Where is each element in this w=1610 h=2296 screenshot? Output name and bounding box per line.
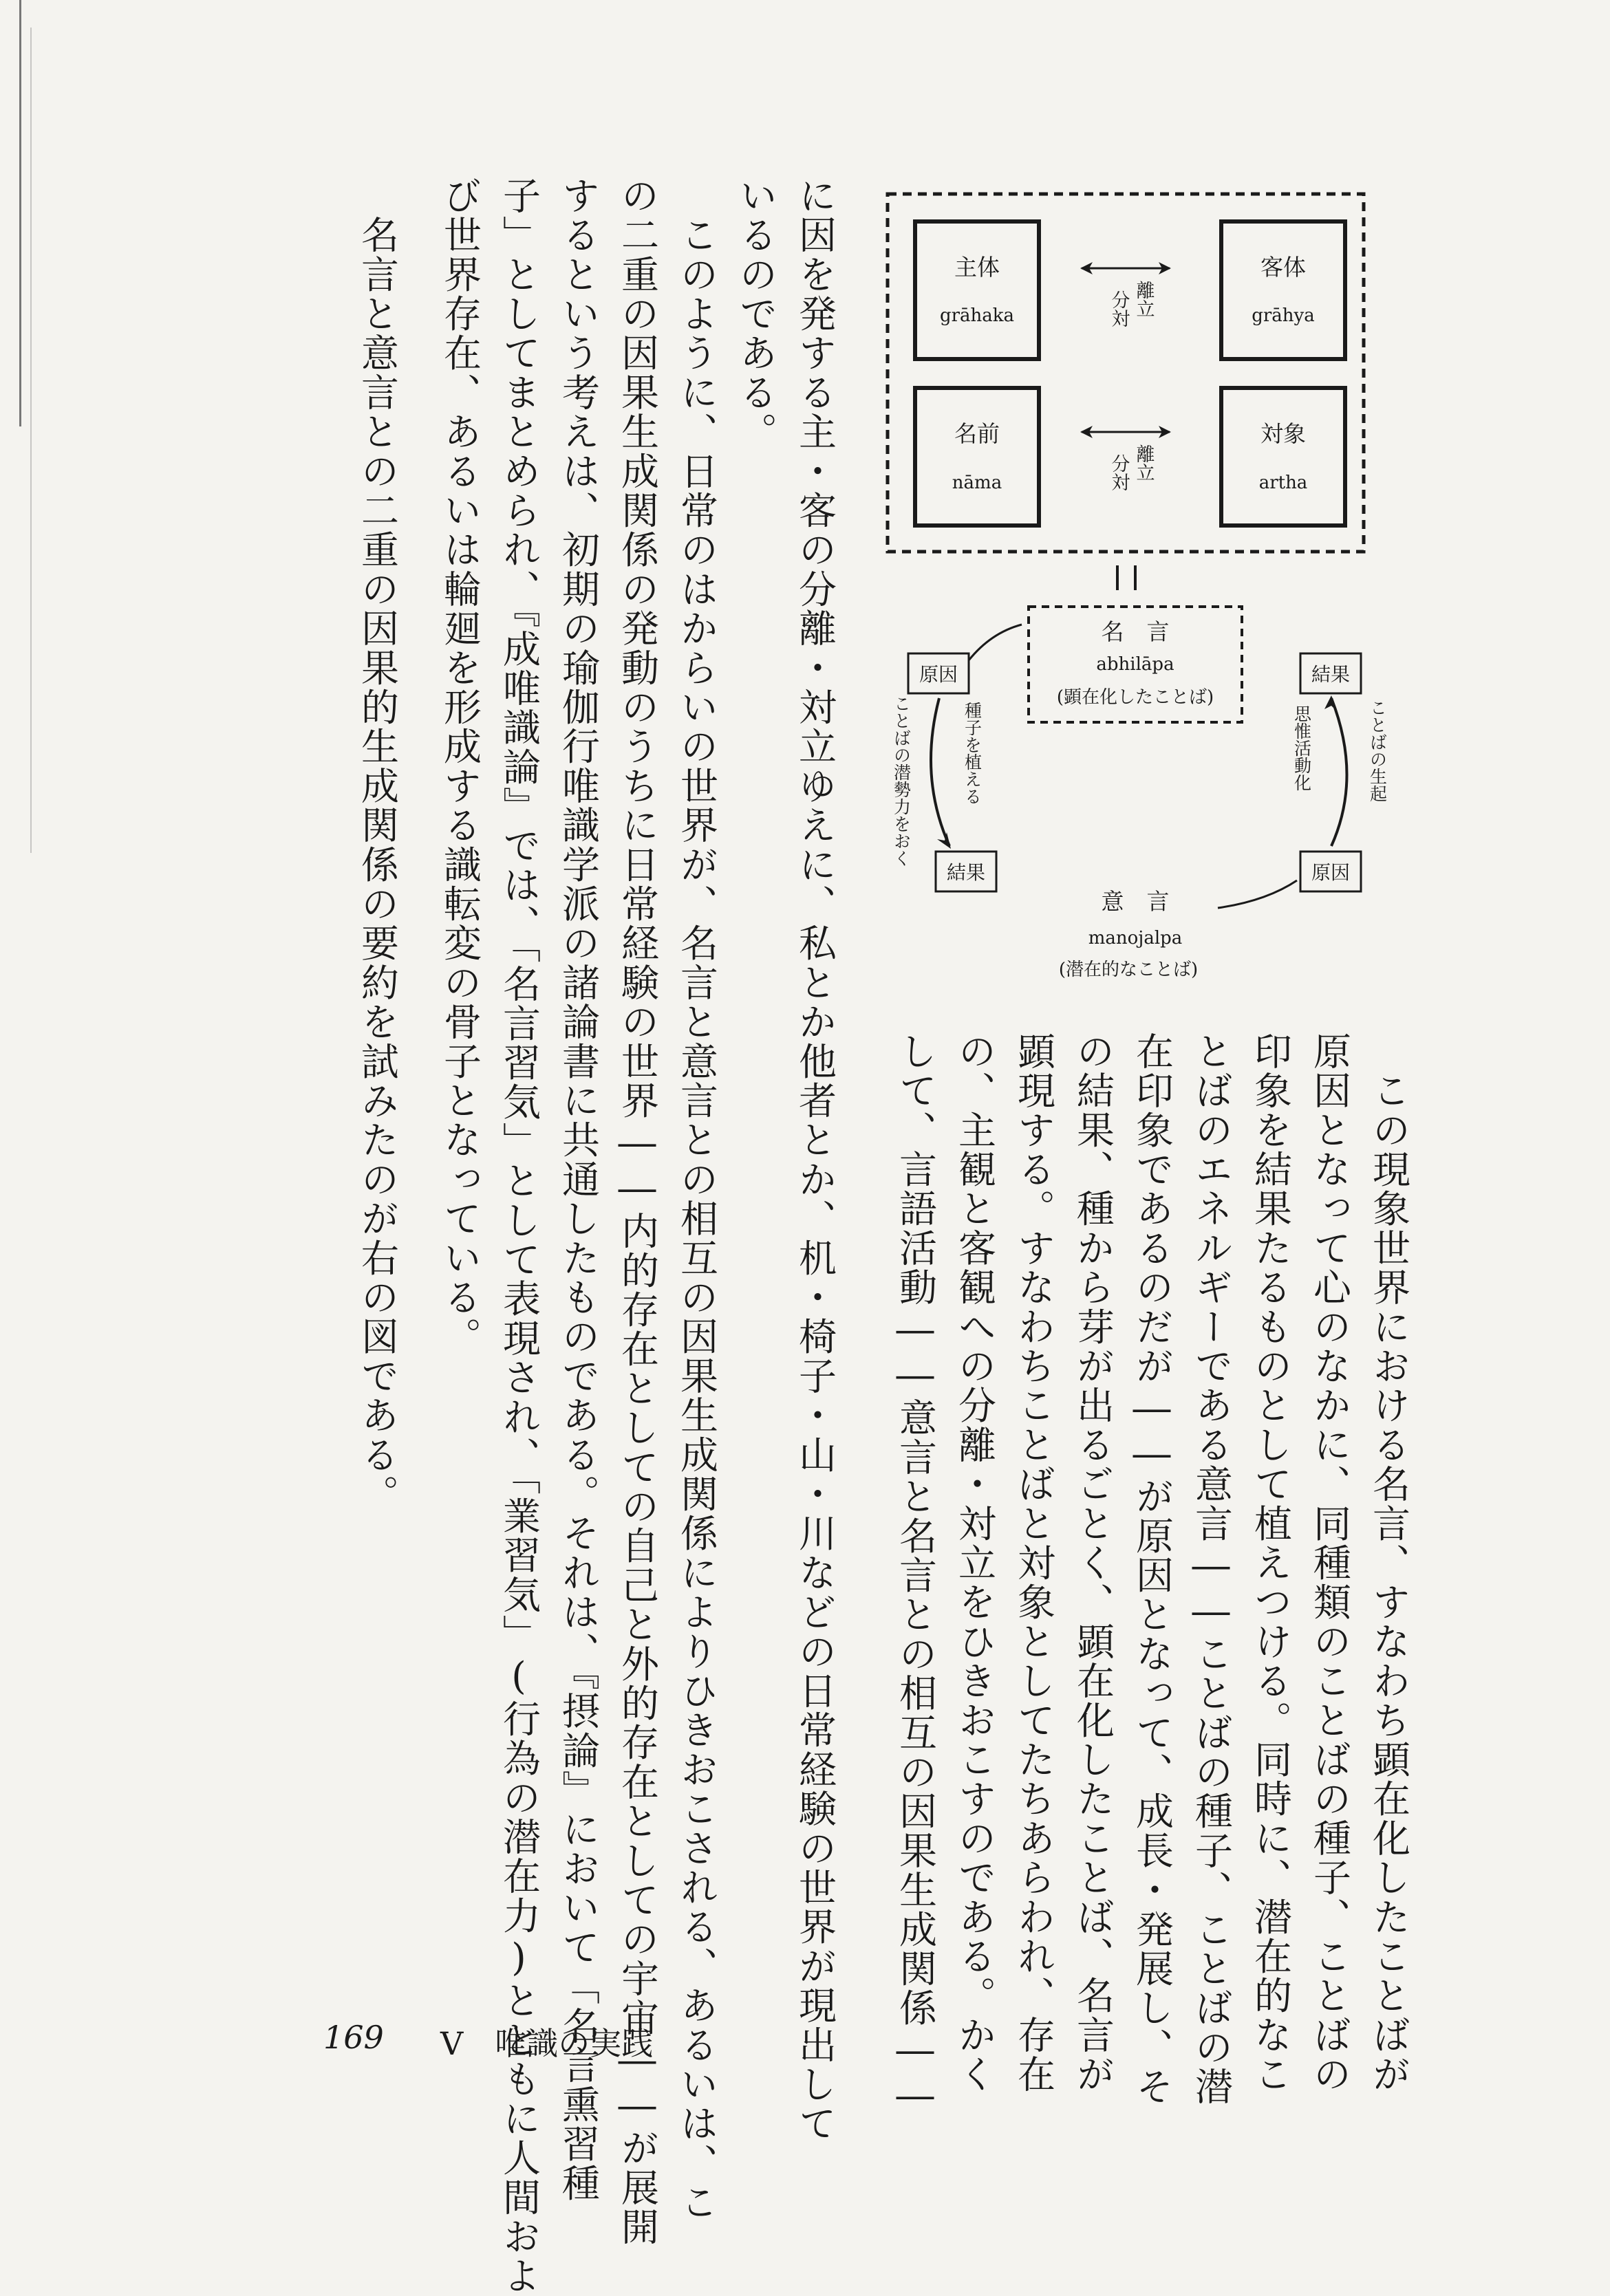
right-arrowhead xyxy=(1324,695,1337,711)
name-label: 名前 xyxy=(954,420,1000,447)
igon-label: 意 言 xyxy=(1101,888,1170,915)
causal-diagram xyxy=(881,186,1404,1004)
subject-box xyxy=(915,221,1039,359)
cause-to-meigon-curve xyxy=(969,625,1022,660)
text-column-15: 子」としてまとめられ、『成唯識論』では、「名言習気」として表現され、「業習気」(行為の潜在力)とともに人間およ xyxy=(497,176,541,2296)
igon-roman: manojalpa xyxy=(1088,928,1183,949)
text-column-13: の二重の因果生成関係の発動のうちに日常経験の世界――内的存在としての自己と外的存在としての宇宙――が展開 xyxy=(615,176,659,2247)
left-downward-arrow xyxy=(931,698,949,846)
object-roman: grāhya xyxy=(1252,305,1315,326)
right-arrow-note-1: 思惟活動化 xyxy=(1291,705,1312,791)
text-column-12: このように、日常のはからいの世界が、名言と意言との相互の因果生成関係によりひきおこされる、あるいは、こ xyxy=(674,176,718,2222)
text-column-3: 印象を結果たるものとして植えつける。同時に、潜在的なこ xyxy=(1248,1032,1292,2094)
text-column-10: に因を発する主・客の分離・対立ゆえに、私とか他者とか、机・椅子・山・川などの日常経験の世界が現出して xyxy=(793,176,837,2143)
name-box xyxy=(915,388,1039,526)
result-right-label: 結果 xyxy=(1311,663,1351,686)
text-column-2: 原因となって心のなかに、同種類のことばの種子、ことばの xyxy=(1307,1032,1351,2094)
cause-left-label: 原因 xyxy=(919,663,958,686)
text-column-4: とばのエネルギーである意言――ことばの種子、ことばの潜 xyxy=(1189,1032,1233,2107)
text-column-5: 在印象であるのだが――が原因となって、成長・発展し、そ xyxy=(1130,1032,1174,2107)
subject-roman: grāhaka xyxy=(939,305,1015,326)
object-box xyxy=(1221,221,1345,359)
thing-box xyxy=(1221,388,1345,526)
result-left-label: 結果 xyxy=(946,861,986,884)
text-column-14: するという考えは、初期の瑜伽行唯識学派の諸論書に共通したものである。それは、『摂論』において「名言熏習種 xyxy=(556,176,600,2203)
subject-label: 主体 xyxy=(954,254,1000,281)
text-column-8: の、主観と客観への分離・対立をひきおこすのである。かく xyxy=(952,1032,996,2094)
right-upward-arrow xyxy=(1331,698,1347,846)
text-column-17: 名言と意言との二重の因果的生成関係の要約を試みたのが右の図である。 xyxy=(355,176,399,1514)
text-column-1: この現象世界における名言、すなわち顕在化したことばが xyxy=(1366,1032,1410,2094)
page-number: 169 xyxy=(323,2019,384,2056)
meigon-gloss: (顕在化したことば) xyxy=(1056,687,1214,708)
igon-gloss: (潜在的なことば) xyxy=(1058,960,1199,980)
rel-bottom-2: 分対 xyxy=(1108,454,1130,491)
thing-roman: artha xyxy=(1258,473,1308,493)
rel-top-1: 離立 xyxy=(1133,281,1155,318)
cause-right-label: 原因 xyxy=(1311,861,1351,884)
text-column-7: 顕現する。すなわちことばと対象としてたちあらわれ、存在 xyxy=(1011,1032,1055,2094)
meigon-roman: abhilāpa xyxy=(1096,654,1174,675)
outer-dashed-frame xyxy=(888,194,1364,552)
binding-edge-line xyxy=(19,0,21,426)
text-column-11: いるのである。 xyxy=(733,176,777,452)
name-roman: nāma xyxy=(952,473,1002,493)
text-column-9: して、言語活動――意言と名言との相互の因果生成関係―― xyxy=(893,1032,937,2119)
igon-to-cause-curve xyxy=(1218,880,1297,908)
binding-shadow-line xyxy=(30,28,32,853)
rel-bottom-1: 離立 xyxy=(1133,444,1155,481)
right-arrow-note-2: ことばの生起 xyxy=(1367,699,1388,802)
text-column-16: び世界存在、あるいは輪廻を形成する識転変の骨子となっている。 xyxy=(438,176,482,1356)
meigon-label: 名 言 xyxy=(1101,618,1170,645)
rel-top-2: 分対 xyxy=(1108,290,1130,327)
left-arrow-note-2: ことばの潜勢力をおく xyxy=(891,695,912,867)
thing-label: 対象 xyxy=(1260,420,1306,447)
chapter-title: V 唯識の実践 xyxy=(440,2025,654,2062)
object-label: 客体 xyxy=(1260,254,1306,281)
left-arrow-note-1: 種子を植える xyxy=(962,702,983,805)
text-column-6: の結果、種から芽が出るごとく、顕在化したことば、名言が xyxy=(1071,1032,1115,2094)
